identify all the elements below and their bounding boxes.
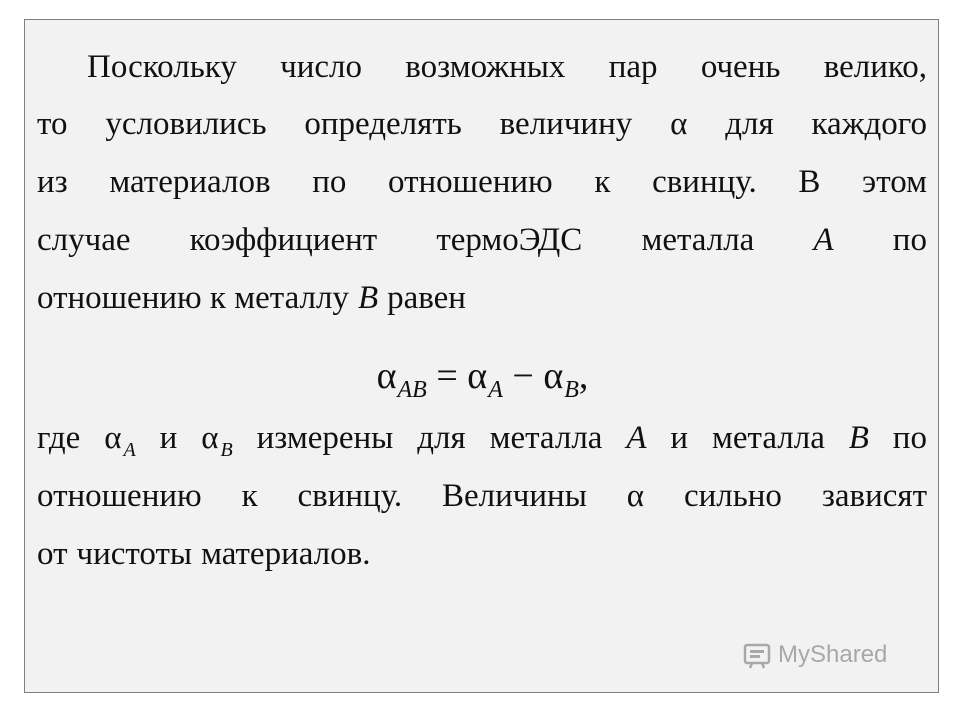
subscript-a: A [488,377,503,403]
word: велико, [823,49,927,85]
word: к [241,478,258,514]
alpha-symbol: α [201,420,219,456]
text-line-3 [37,162,927,202]
word: отношению [388,164,553,200]
word: то [37,106,68,142]
word: свинцу. [652,164,757,200]
word: к [594,164,611,200]
word: измерены [256,420,394,456]
variable-b: B [357,280,379,316]
subscript-b: B [220,439,233,461]
alpha-symbol: α [670,106,688,142]
word: материалов. [201,536,371,572]
word: металла [641,222,755,258]
word: материалов [109,164,271,200]
word: по [892,222,927,258]
word: от [37,536,68,572]
myshared-logo-text: MyShared [778,641,888,668]
variable-b: B [848,420,869,456]
word-group: отношению к металлу [37,280,349,316]
word: Величины [442,478,587,514]
word: термоЭДС [436,222,583,258]
word: металла [489,420,603,456]
word: зависят [821,478,927,514]
word: по [312,164,347,200]
word: где [37,420,81,456]
word: отношению [37,478,202,514]
word: сильно [683,478,782,514]
alpha-symbol: α [376,355,397,397]
text-line-7 [37,476,927,516]
text-line-5 [37,278,927,318]
word: каждого [811,106,927,142]
word: по [892,420,927,456]
word: Поскольку [87,49,237,85]
word: случае [37,222,131,258]
alpha-symbol: α [626,478,645,514]
word: и [670,420,689,456]
variable-a: A [813,222,834,258]
formula [25,354,940,403]
text-line-4 [37,220,927,260]
word: коэффициент [189,222,378,258]
word: свинцу. [297,478,403,514]
word: этом [862,164,927,200]
word: возможных [405,49,566,85]
myshared-logo-icon [742,640,772,670]
alpha-symbol: α [104,420,122,456]
word: для [725,106,774,142]
formula-comma: , [578,355,589,397]
word: и [159,420,178,456]
text-line-1 [87,47,927,87]
word: металла [711,420,825,456]
slide [24,19,939,693]
variable-a: A [626,420,647,456]
equals-sign: = [436,355,458,397]
word: определять [304,106,462,142]
word: величину [499,106,633,142]
text-line-8 [37,534,927,574]
text-line-6 [37,418,927,462]
word: число [280,49,362,85]
word: для [417,420,466,456]
subscript-ab: AB [397,377,427,403]
word: пар [608,49,658,85]
alpha-b [201,418,233,462]
word: равен [387,280,466,316]
alpha-symbol: α [467,355,488,397]
myshared-watermark[interactable] [742,637,887,673]
subscript-a: A [123,439,136,461]
word: из [37,164,68,200]
word: очень [700,49,781,85]
text-line-2 [37,104,927,144]
subscript-b: B [564,377,579,403]
alpha-a [104,418,136,462]
minus-sign: − [512,355,534,397]
word: чистоты [76,536,193,572]
word: В [798,164,821,200]
alpha-symbol: α [543,355,564,397]
word: условились [105,106,267,142]
